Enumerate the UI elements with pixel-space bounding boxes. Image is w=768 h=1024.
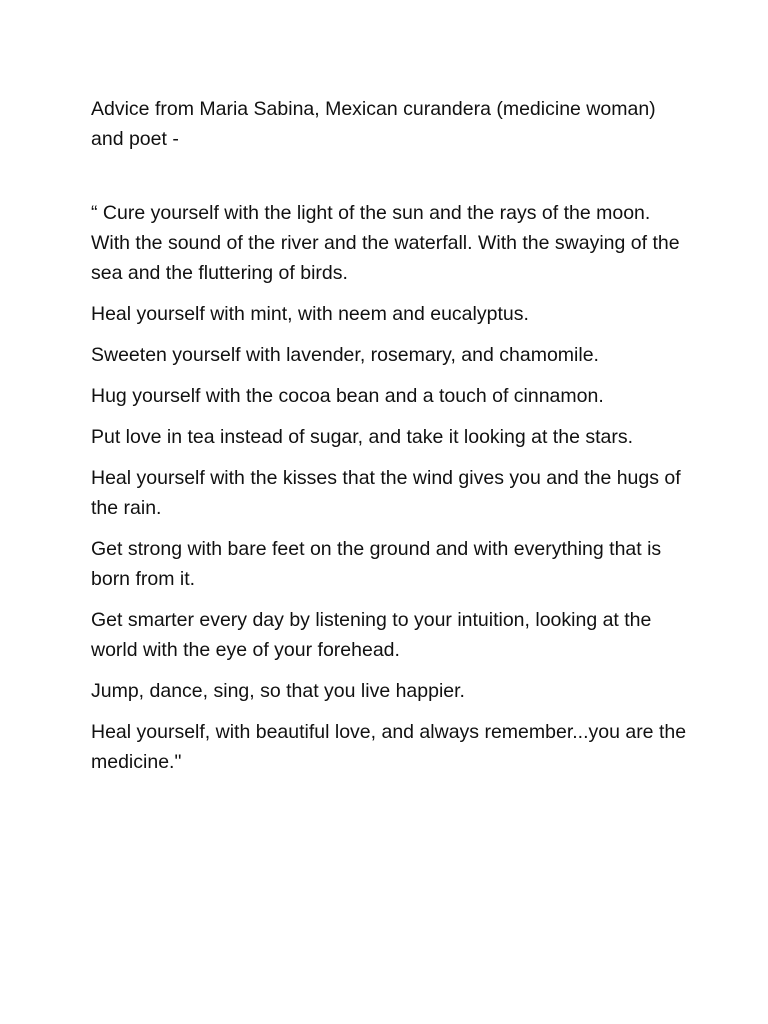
poem-paragraph-6: Heal yourself with the kisses that the wind gives you and the hugs of the rain.	[91, 467, 681, 519]
poem-paragraph-7: Get strong with bare feet on the ground and with everything that is born from it.	[91, 538, 662, 590]
poem-paragraph-5: Put love in tea instead of sugar, and take it looking at the stars.	[91, 426, 634, 448]
intro-text: Advice from Maria Sabina, Mexican curandera (medicine woman) and poet -	[91, 98, 656, 150]
poem-paragraph-1: “ Cure yourself with the light of the sun and the rays of the moon. With the sound of the river and the waterfall. With the swaying of the sea and the fluttering of birds.	[91, 202, 680, 284]
poem-paragraph-2: Heal yourself with mint, with neem and eucalyptus.	[91, 303, 529, 325]
poem-paragraph-3: Sweeten yourself with lavender, rosemary, and chamomile.	[91, 344, 599, 366]
document-page	[91, 94, 691, 788]
poem-paragraph-9: Jump, dance, sing, so that you live happier.	[91, 680, 465, 702]
poem-paragraph-8: Get smarter every day by listening to your intuition, looking at the world with the eye of your forehead.	[91, 609, 652, 661]
poem-paragraph-10: Heal yourself, with beautiful love, and always remember...you are the medicine."	[91, 721, 687, 773]
poem-paragraph-4: Hug yourself with the cocoa bean and a touch of cinnamon.	[91, 385, 604, 407]
